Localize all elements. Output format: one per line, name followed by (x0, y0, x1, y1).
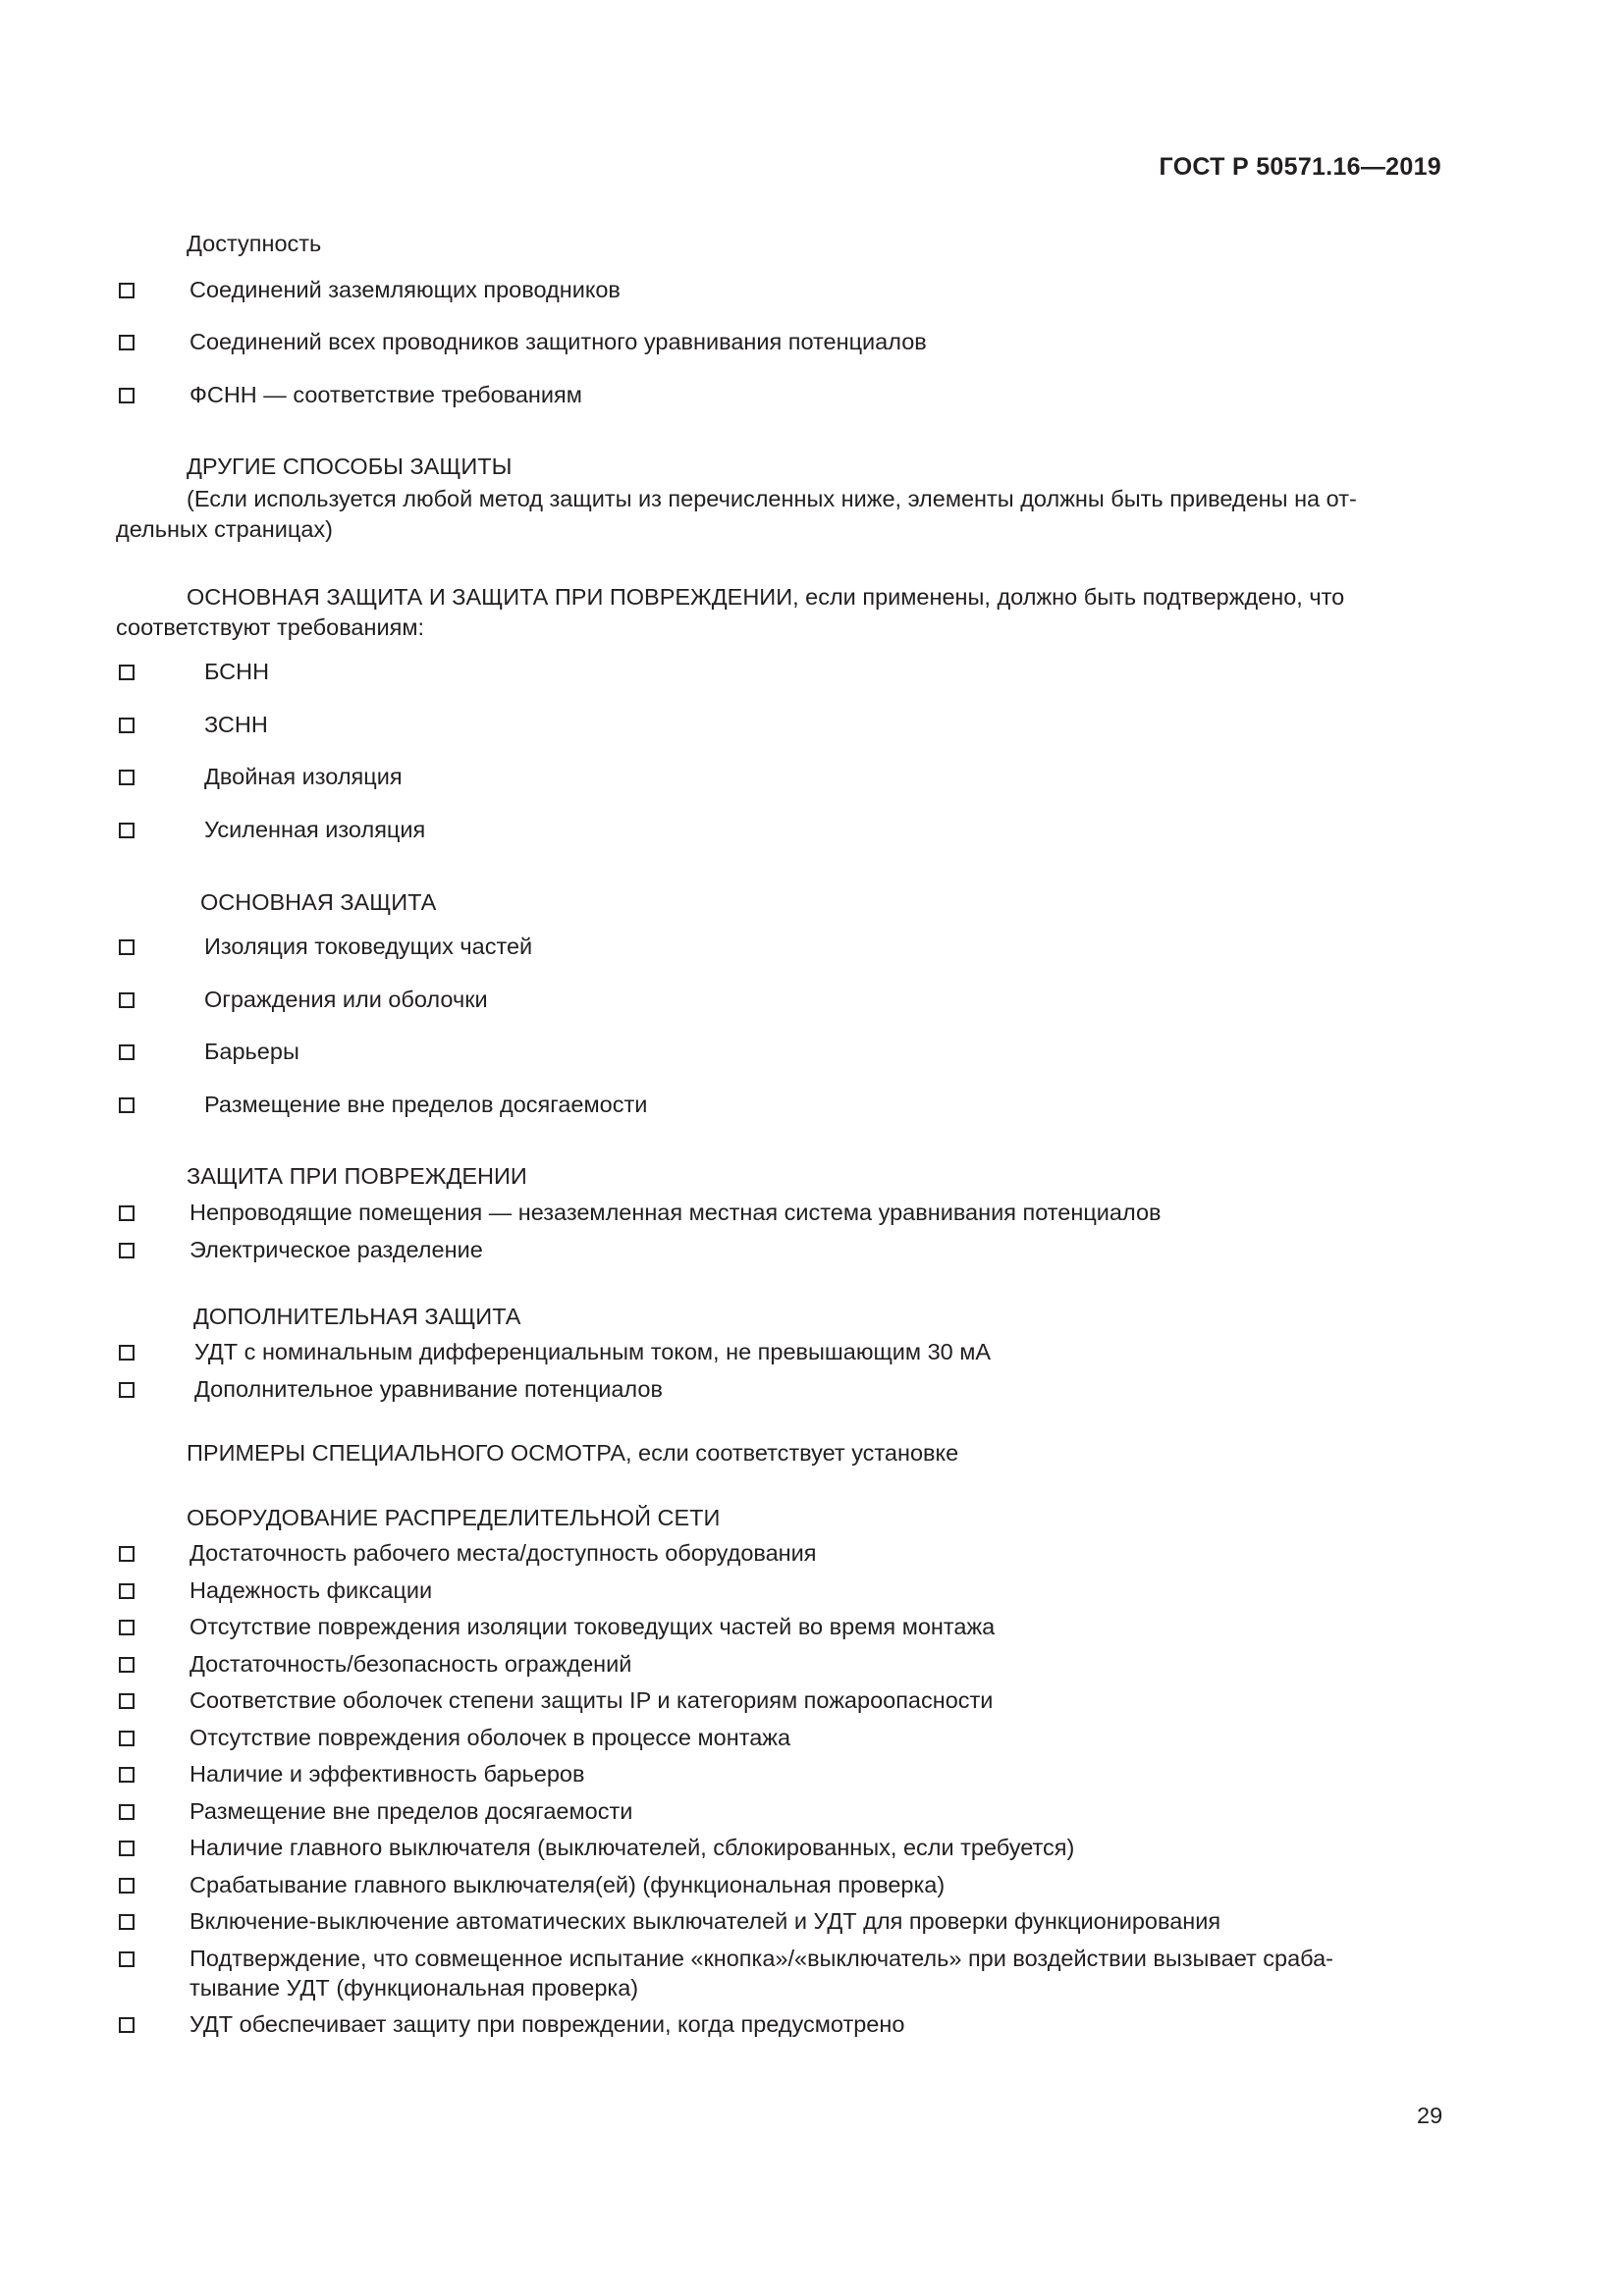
checkbox[interactable] (119, 1878, 135, 1894)
item-label: Достаточность рабочего места/доступность оборудования (189, 1540, 817, 1566)
section-heading-basic-protection: ОСНОВНАЯ ЗАЩИТА (200, 889, 437, 915)
checkbox[interactable] (119, 1205, 135, 1221)
checkbox[interactable] (119, 1546, 135, 1562)
item-label: Надежность фиксации (189, 1577, 433, 1603)
item-label: Двойная изоляция (204, 764, 403, 789)
item-label: УДТ с номинальным дифференциальным током, не превышающим 30 мА (194, 1339, 992, 1364)
section-intro: соответствуют требованиям: (116, 614, 425, 640)
item-label: Размещение вне пределов досягаемости (204, 1092, 648, 1117)
page-number: 29 (1417, 2103, 1443, 2128)
item-label: Непроводящие помещения — незаземленная местная система уравнивания потенциалов (189, 1200, 1162, 1225)
item-label: Наличие и эффективность барьеров (189, 1761, 585, 1787)
note-text: (Если используется любой метод защиты из перечисленных ниже, элементы должны быть приведены на от- (187, 486, 1357, 511)
item-label: БСНН (204, 659, 270, 684)
item-label: Достаточность/безопасность ограждений (189, 1651, 632, 1677)
item-label: Подтверждение, что совмещенное испытание «кнопка»/«выключатель» при воздействии вызывает сраба- (189, 1946, 1333, 1971)
item-label: Барьеры (204, 1039, 299, 1064)
item-label: Отсутствие повреждения изоляции токоведущих частей во время монтажа (189, 1614, 996, 1639)
checkbox[interactable] (119, 1620, 135, 1635)
checkbox[interactable] (119, 1914, 135, 1930)
section-heading-other-methods: ДРУГИЕ СПОСОБЫ ЗАЩИТЫ (187, 454, 513, 479)
section-heading-accessibility: Доступность (187, 231, 322, 256)
item-label: Ограждения или оболочки (204, 987, 488, 1012)
section-intro: ОСНОВНАЯ ЗАЩИТА И ЗАЩИТА ПРИ ПОВРЕЖДЕНИИ, если применены, должно быть подтверждено, что (187, 584, 1345, 610)
item-label: Электрическое разделение (189, 1237, 483, 1262)
checkbox[interactable] (119, 823, 135, 838)
item-label: ФСНН — соответствие требованиям (189, 382, 582, 407)
checkbox[interactable] (119, 1731, 135, 1746)
checkbox[interactable] (119, 1804, 135, 1820)
checkbox[interactable] (119, 1951, 135, 1967)
item-label: Соответствие оболочек степени защиты IP и категориям пожароопасности (189, 1687, 994, 1713)
note-text: дельных страницах) (116, 516, 333, 542)
item-label: Соединений заземляющих проводников (189, 277, 621, 302)
item-label: Размещение вне пределов досягаемости (189, 1798, 633, 1824)
checkbox[interactable] (119, 1044, 135, 1060)
item-label-continuation: тывание УДТ (функциональная проверка) (189, 1975, 639, 2001)
checkbox[interactable] (119, 283, 135, 298)
checkbox[interactable] (119, 1097, 135, 1113)
checkbox[interactable] (119, 1767, 135, 1783)
item-label: Включение-выключение автоматических выключателей и УДТ для проверки функционирования (189, 1908, 1221, 1934)
section-heading-fault-protection: ЗАЩИТА ПРИ ПОВРЕЖДЕНИИ (187, 1163, 527, 1189)
section-heading-additional-protection: ДОПОЛНИТЕЛЬНАЯ ЗАЩИТА (193, 1304, 521, 1329)
checkbox[interactable] (119, 1583, 135, 1599)
checkbox[interactable] (119, 1382, 135, 1398)
checkbox[interactable] (119, 388, 135, 403)
checkbox[interactable] (119, 665, 135, 680)
item-label: Наличие главного выключателя (выключателей, сблокированных, если требуется) (189, 1835, 1075, 1860)
item-label: Изоляция токоведущих частей (204, 934, 533, 959)
checkbox[interactable] (119, 992, 135, 1008)
item-label: Отсутствие повреждения оболочек в процессе монтажа (189, 1725, 791, 1750)
section-heading-special-inspection: ПРИМЕРЫ СПЕЦИАЛЬНОГО ОСМОТРА, если соответствует установке (187, 1440, 959, 1466)
checkbox[interactable] (119, 1841, 135, 1856)
checkbox[interactable] (119, 770, 135, 785)
document-code: ГОСТ Р 50571.16—2019 (1159, 153, 1441, 181)
item-label: ЗСНН (204, 712, 268, 737)
checkbox[interactable] (119, 2017, 135, 2033)
checkbox[interactable] (119, 1345, 135, 1361)
item-label: Усиленная изоляция (204, 817, 426, 842)
item-label: УДТ обеспечивает защиту при повреждении, когда предусмотрено (189, 2011, 905, 2037)
checkbox[interactable] (119, 1657, 135, 1673)
checkbox[interactable] (119, 939, 135, 955)
item-label: Соединений всех проводников защитного уравнивания потенциалов (189, 329, 927, 354)
item-label: Дополнительное уравнивание потенциалов (194, 1376, 663, 1402)
checkbox[interactable] (119, 1693, 135, 1709)
item-label: Срабатывание главного выключателя(ей) (функциональная проверка) (189, 1872, 946, 1897)
section-heading-distribution-equipment: ОБОРУДОВАНИЕ РАСПРЕДЕЛИТЕЛЬНОЙ СЕТИ (187, 1505, 721, 1530)
checkbox[interactable] (119, 1243, 135, 1258)
checkbox[interactable] (119, 718, 135, 733)
checkbox[interactable] (119, 335, 135, 350)
